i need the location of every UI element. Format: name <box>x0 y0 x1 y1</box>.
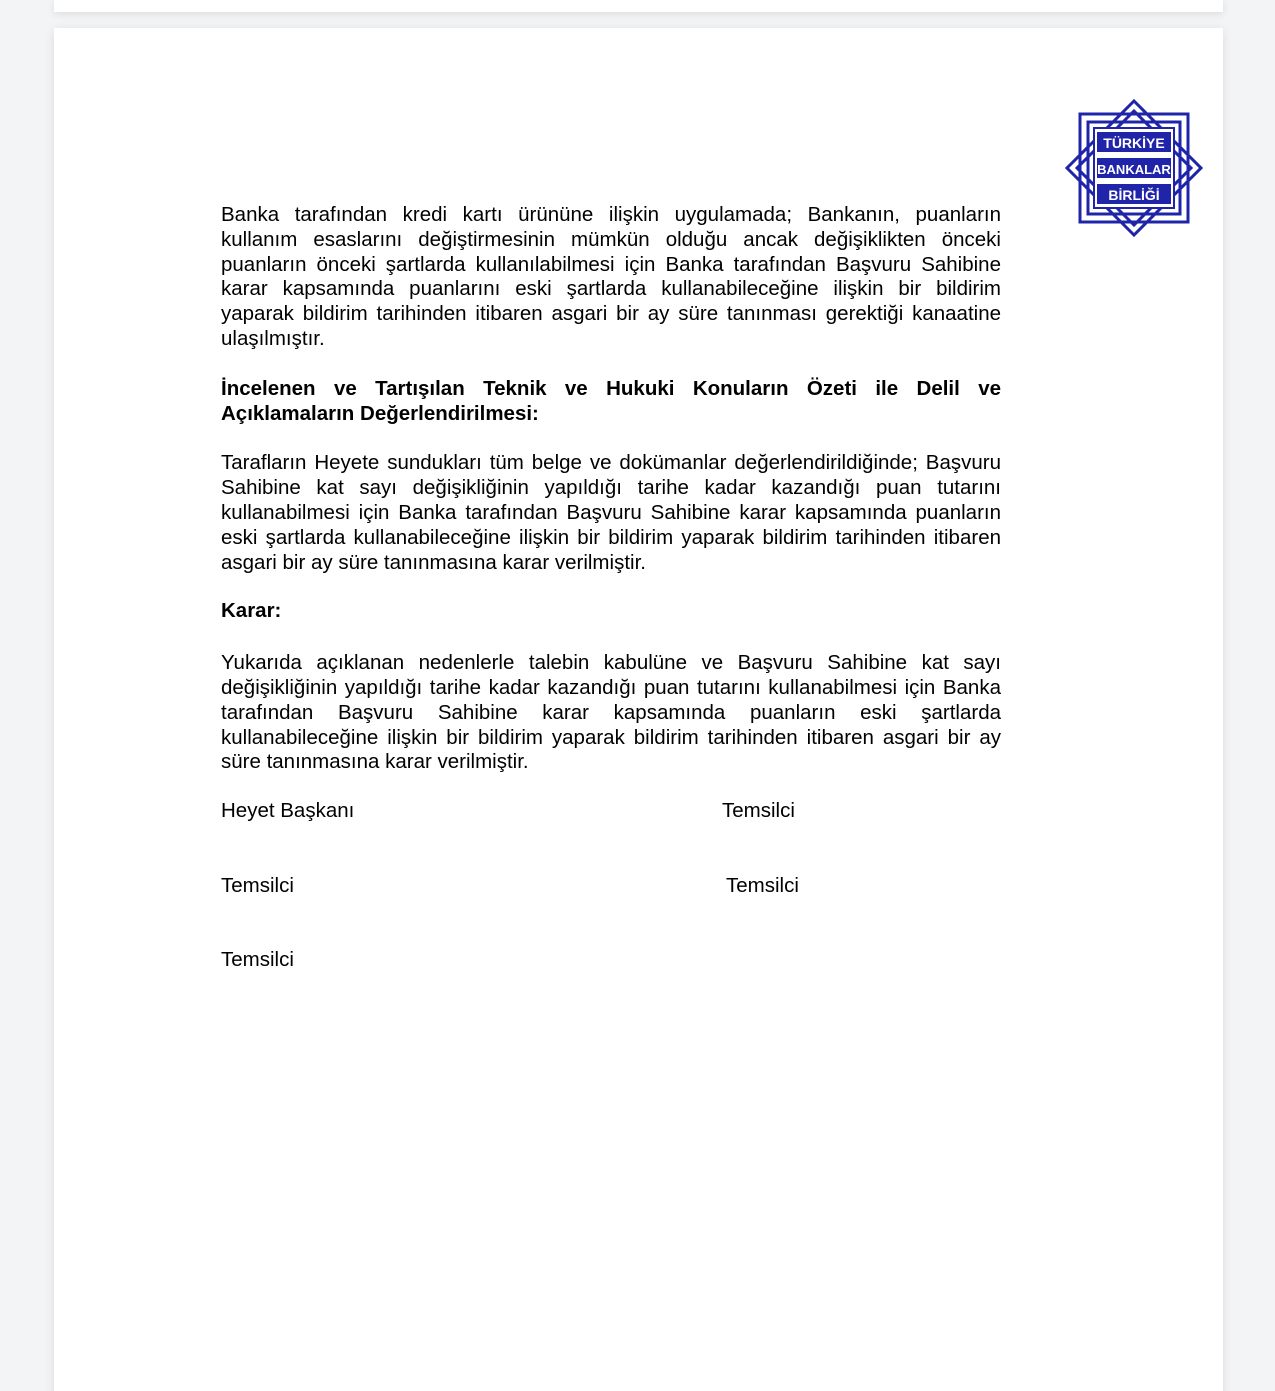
signature-board-chair: Heyet Başkanı <box>221 799 355 823</box>
logo-line-2: BANKALAR <box>1097 162 1171 177</box>
intro-paragraph: Banka tarafından kredi kartı ürününe ilişkin uygulamada; Bankanın, puanların kullanım esaslarını değiştirmesinin mümkün olduğu ancak değişiklikten önceki puanların önceki şartlarda kullanılabilmesi için Banka tarafından Başvuru Sahibine karar kapsamında puanlarını eski şartlarda kullanabileceğine ilişkin bir bildirim yaparak bildirim tarihinden itibaren asgari bir ay süre tanınması gerektiği kanaatine ulaşılmıştır. <box>221 203 1001 350</box>
previous-page-edge <box>54 0 1223 12</box>
turkiye-bankalar-birligi-logo <box>1064 98 1204 238</box>
signature-row-3 <box>221 948 1001 973</box>
evaluation-paragraph: Tarafların Heyete sundukları tüm belge ve dokümanlar değerlendirildiğinde; Başvuru Sahibine kat sayı değişikliğinin yapıldığı tarihe kadar kazandığı puan tutarını kullanabilmesi için Banka tarafından Başvuru Sahibine karar kapsamında puanların eski şartlarda kullanabileceğine ilişkin bir bildirim yaparak bildirim tarihinden itibaren asgari bir ay süre tanınmasına karar verilmiştir. <box>221 451 1001 574</box>
signature-row-2 <box>221 874 1001 899</box>
signature-representative: Temsilci <box>221 948 294 972</box>
signature-representative: Temsilci <box>221 874 294 898</box>
signature-row-1 <box>221 799 1001 824</box>
logo-line-3: BİRLİĞİ <box>1108 187 1160 203</box>
decision-heading: Karar: <box>221 599 282 623</box>
signature-representative: Temsilci <box>722 799 795 823</box>
signature-representative: Temsilci <box>726 874 799 898</box>
logo-line-1: TÜRKİYE <box>1103 135 1165 151</box>
decision-paragraph: Yukarıda açıklanan nedenlerle talebin kabulüne ve Başvuru Sahibine kat sayı değişikliğinin yapıldığı tarihe kadar kazandığı puan tutarını kullanabilmesi için Banka tarafından Başvuru Sahibine karar kapsamında puanların eski şartlarda kullanabileceğine ilişkin bir bildirim yaparak bildirim tarihinden itibaren asgari bir ay süre tanınmasına karar verilmiştir. <box>221 651 1001 774</box>
evaluation-heading: İncelenen ve Tartışılan Teknik ve Hukuki Konuların Özeti ile Delil ve Açıklamaların Değerlendirilmesi: <box>221 376 1001 425</box>
document-body <box>221 203 1001 973</box>
document-page <box>54 28 1223 1391</box>
